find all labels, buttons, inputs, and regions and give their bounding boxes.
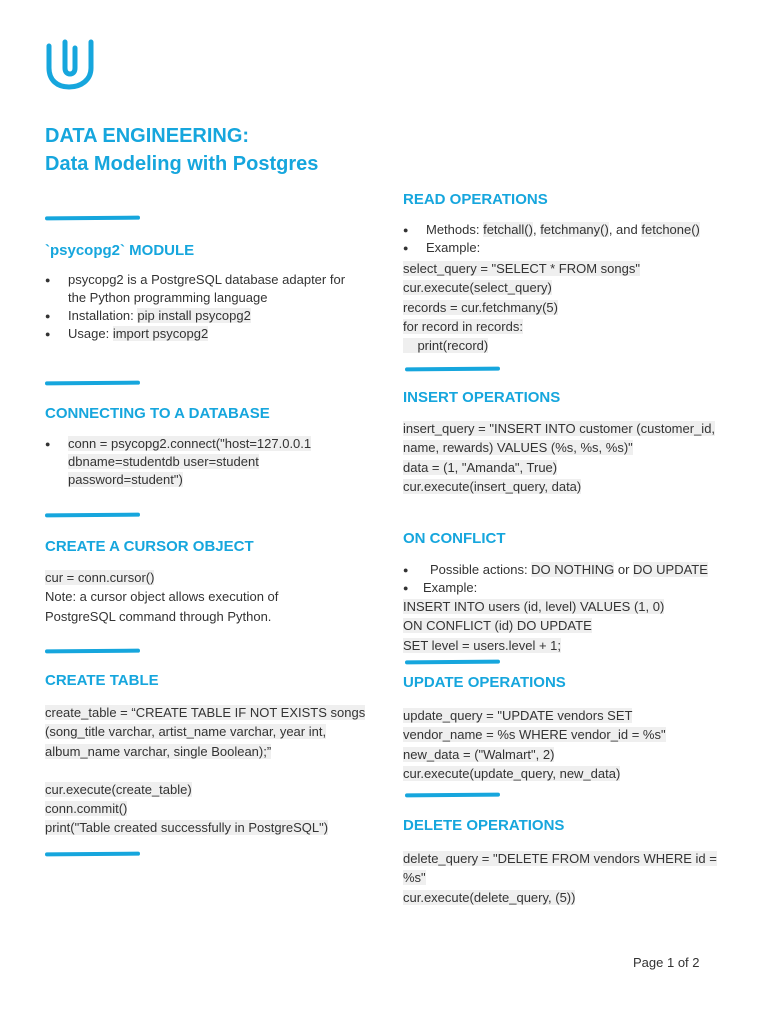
- code-snippet: fetchmany(): [540, 222, 609, 237]
- code-snippet: cur.execute(create_table): [45, 781, 192, 797]
- code-snippet: import psycopg2: [112, 326, 209, 341]
- delete-heading: DELETE OPERATIONS: [403, 817, 565, 834]
- create-table-heading: CREATE TABLE: [45, 672, 159, 689]
- code-snippet: ON CONFLICT (id) DO UPDATE: [403, 618, 592, 634]
- section-divider: [45, 852, 140, 857]
- section-divider: [45, 381, 140, 386]
- code-snippet: vendor_name = %s WHERE vendor_id = %s": [403, 727, 666, 743]
- code-snippet: fetchone(): [641, 222, 700, 237]
- update-heading: UPDATE OPERATIONS: [403, 674, 566, 691]
- read-code-block: [403, 259, 640, 355]
- code-snippet: cur.execute(update_query, new_data): [403, 765, 621, 781]
- code-snippet: print("Table created successfully in PostgreSQL"): [45, 820, 329, 836]
- conflict-heading: ON CONFLICT: [403, 530, 506, 547]
- list-item: [45, 435, 345, 489]
- connect-heading: CONNECTING TO A DATABASE: [45, 405, 270, 422]
- section-divider: [45, 513, 140, 518]
- list-item: ● Example:: [403, 579, 723, 597]
- udacity-logo-icon: [45, 38, 97, 90]
- insert-code-block: [403, 419, 725, 496]
- create-table-block: [45, 703, 367, 838]
- insert-heading: INSERT OPERATIONS: [403, 389, 561, 406]
- cursor-heading: CREATE A CURSOR OBJECT: [45, 538, 254, 555]
- code-snippet: fetchall(): [483, 222, 533, 237]
- cursor-note: Note: a cursor object allows execution of PostgreSQL command through Python.: [45, 589, 279, 624]
- list-item: ● Methods: fetchall(), fetchmany(), and fetchone(): [403, 221, 723, 239]
- code-snippet: print(record): [403, 338, 489, 354]
- update-code-block: [403, 706, 666, 783]
- code-snippet: data = (1, "Amanda", True): [403, 459, 558, 475]
- code-snippet: conn = psycopg2.connect("host=127.0.0.1 dbname=studentdb user=student password=student"): [68, 436, 312, 487]
- section-divider: [45, 649, 140, 654]
- list-item: ● Installation: pip install psycopg2: [45, 307, 365, 325]
- page-title: [45, 122, 318, 178]
- read-heading: READ OPERATIONS: [403, 191, 548, 208]
- code-snippet: INSERT INTO users (id, level) VALUES (1, 0): [403, 599, 665, 614]
- psycopg2-heading: `psycopg2` MODULE: [45, 242, 195, 259]
- cursor-block: [45, 568, 335, 626]
- section-divider: [405, 660, 500, 665]
- section-divider: [405, 793, 500, 798]
- code-snippet: insert_query = "INSERT INTO customer (customer_id, name, rewards) VALUES (%s, %s, %s)": [403, 421, 716, 456]
- read-list: [403, 221, 723, 257]
- code-snippet: records = cur.fetchmany(5): [403, 299, 558, 315]
- code-snippet: cur.execute(delete_query, (5)): [403, 889, 576, 905]
- section-divider: [45, 216, 140, 221]
- list-item: ● psycopg2 is a PostgreSQL database adapter for the Python programming language: [45, 271, 365, 307]
- code-snippet: new_data = ("Walmart", 2): [403, 746, 555, 762]
- connect-list: [45, 435, 345, 489]
- title-line-2: Data Modeling with Postgres: [45, 153, 319, 175]
- code-snippet: update_query = "UPDATE vendors SET: [403, 708, 633, 723]
- code-snippet: select_query = "SELECT * FROM songs": [403, 261, 640, 276]
- code-snippet: DO NOTHING: [531, 562, 615, 577]
- list-item: ● Possible actions: DO NOTHING or DO UPDATE: [403, 561, 723, 579]
- code-snippet: pip install psycopg2: [137, 308, 251, 323]
- code-snippet: cur.execute(insert_query, data): [403, 478, 582, 494]
- code-snippet: delete_query = "DELETE FROM vendors WHERE id = %s": [403, 851, 717, 886]
- title-line-1: DATA ENGINEERING:: [45, 125, 250, 147]
- code-snippet: cur = conn.cursor(): [45, 570, 155, 585]
- code-snippet: DO UPDATE: [633, 562, 708, 577]
- page-number: Page 1 of 2: [633, 955, 700, 970]
- conflict-code-block: [403, 597, 664, 655]
- list-item: ● Example:: [403, 239, 723, 257]
- psycopg2-list: [45, 271, 365, 343]
- conflict-list: [403, 561, 723, 597]
- list-item: ● Usage: import psycopg2: [45, 325, 365, 343]
- code-snippet: SET level = users.level + 1;: [403, 637, 562, 653]
- code-snippet: cur.execute(select_query): [403, 280, 552, 296]
- code-snippet: create_table = “CREATE TABLE IF NOT EXISTS songs (song_title varchar, artist_name varchar, year int, album_name varchar, single Boolean);”: [45, 705, 366, 759]
- code-snippet: conn.commit(): [45, 801, 128, 817]
- code-snippet: for record in records:: [403, 318, 523, 334]
- section-divider: [405, 367, 500, 372]
- delete-code-block: [403, 849, 721, 907]
